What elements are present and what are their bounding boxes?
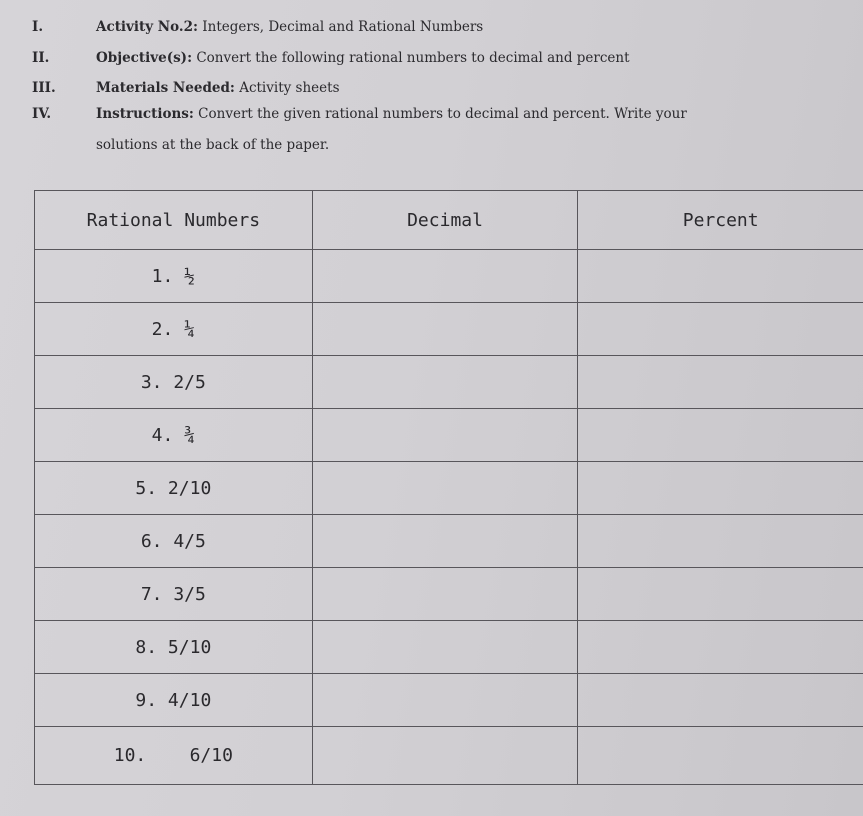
percent-answer-cell[interactable]: [578, 568, 863, 621]
table-row: [35, 250, 863, 303]
column-header-percent: Percent: [578, 191, 863, 250]
percent-answer-cell[interactable]: [578, 250, 863, 303]
rational-number-cell: 8. 5/10: [35, 621, 313, 674]
header-item-1: [32, 19, 483, 35]
decimal-answer-cell[interactable]: [312, 303, 578, 356]
header-item-3: [32, 80, 340, 96]
table-row: [35, 568, 863, 621]
percent-answer-cell[interactable]: [578, 674, 863, 727]
table-row: [35, 409, 863, 462]
item-label: Materials Needed:: [96, 80, 235, 96]
decimal-answer-cell[interactable]: [312, 727, 578, 785]
rational-number-cell: 6. 4/5: [35, 515, 313, 568]
decimal-answer-cell[interactable]: [312, 621, 578, 674]
table-row: [35, 727, 863, 785]
table-row: [35, 356, 863, 409]
header-item-2: [32, 50, 630, 66]
decimal-answer-cell[interactable]: [312, 462, 578, 515]
table-row: [35, 515, 863, 568]
column-header-decimal: Decimal: [312, 191, 578, 250]
decimal-answer-cell[interactable]: [312, 356, 578, 409]
rational-number-cell: 10. 6/10: [35, 727, 313, 785]
rational-number-cell: 4. ¾: [35, 409, 313, 462]
item-number: I.: [32, 19, 44, 35]
percent-answer-cell[interactable]: [578, 409, 863, 462]
percent-answer-cell[interactable]: [578, 515, 863, 568]
table-row: [35, 462, 863, 515]
decimal-answer-cell[interactable]: [312, 409, 578, 462]
item-text: Convert the given rational numbers to decimal and percent. Write your: [193, 106, 687, 122]
item-number: III.: [32, 80, 56, 96]
percent-answer-cell[interactable]: [578, 356, 863, 409]
conversion-table: [34, 190, 863, 785]
decimal-answer-cell[interactable]: [312, 568, 578, 621]
table-header-row: [35, 191, 863, 250]
decimal-answer-cell[interactable]: [312, 250, 578, 303]
item-number: II.: [32, 50, 50, 66]
decimal-answer-cell[interactable]: [312, 515, 578, 568]
rational-number-cell: 3. 2/5: [35, 356, 313, 409]
decimal-answer-cell[interactable]: [312, 674, 578, 727]
rational-number-cell: 1. ½: [35, 250, 313, 303]
header-item-4: [32, 106, 687, 122]
percent-answer-cell[interactable]: [578, 621, 863, 674]
percent-answer-cell[interactable]: [578, 462, 863, 515]
item-text: Convert the following rational numbers to decimal and percent: [192, 50, 630, 66]
item-label: Objective(s):: [96, 50, 193, 66]
rational-number-cell: 2. ¼: [35, 303, 313, 356]
table-row: [35, 621, 863, 674]
table-row: [35, 303, 863, 356]
rational-number-cell: 5. 2/10: [35, 462, 313, 515]
column-header-rational: Rational Numbers: [35, 191, 313, 250]
rational-number-cell: 7. 3/5: [35, 568, 313, 621]
table-row: [35, 674, 863, 727]
item-text: Activity sheets: [234, 80, 340, 96]
item-text: Integers, Decimal and Rational Numbers: [198, 19, 484, 35]
rational-number-cell: 9. 4/10: [35, 674, 313, 727]
percent-answer-cell[interactable]: [578, 303, 863, 356]
item-label: Instructions:: [96, 106, 194, 122]
item-number: IV.: [32, 106, 52, 122]
instructions-continuation: solutions at the back of the paper.: [96, 137, 330, 153]
percent-answer-cell[interactable]: [578, 727, 863, 785]
item-label: Activity No.2:: [96, 19, 198, 35]
